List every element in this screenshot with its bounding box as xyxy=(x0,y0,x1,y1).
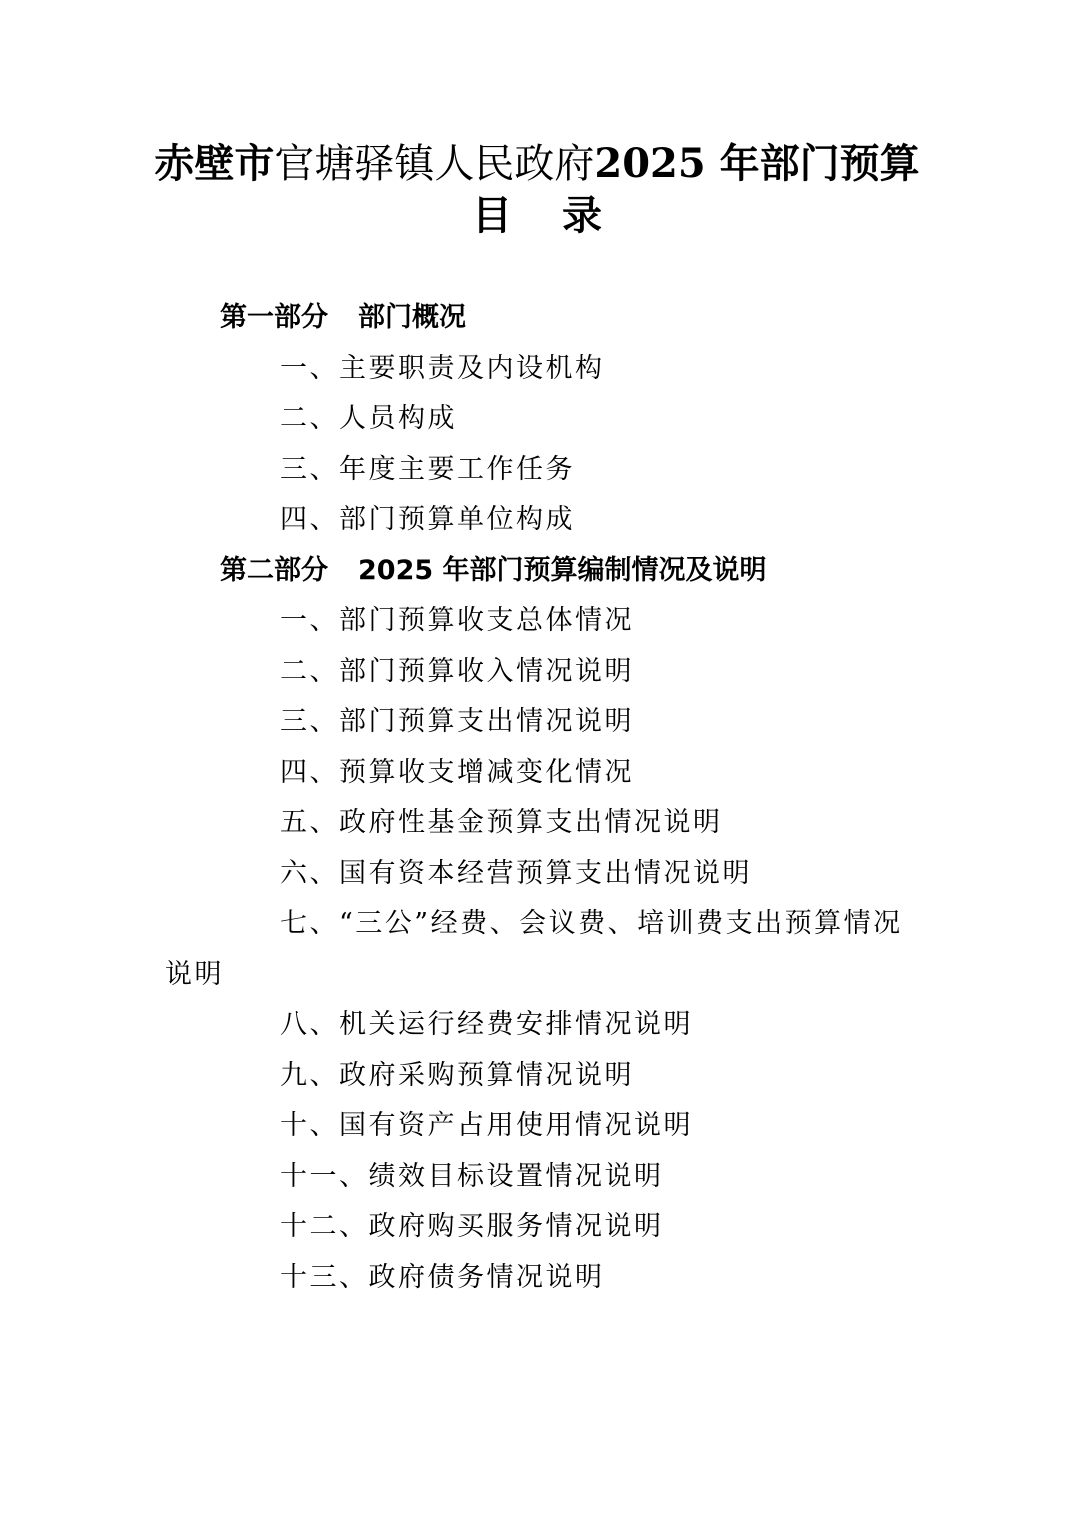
toc-item[interactable]: 十一、绩效目标设置情况说明 xyxy=(280,1161,664,1192)
title-part-3: 2025 年部门预算 xyxy=(594,140,920,187)
title-part-1: 赤壁市 xyxy=(154,140,275,187)
toc-item[interactable]: 五、政府性基金预算支出情况说明 xyxy=(280,807,723,838)
toc-part-2-label: 第二部分 xyxy=(220,555,328,586)
toc-part-1-heading[interactable] xyxy=(220,295,466,334)
toc-part-1-label: 第一部分 xyxy=(220,302,328,333)
toc-item[interactable]: 一、主要职责及内设机构 xyxy=(280,353,605,384)
toc-item-continuation[interactable]: 说明 xyxy=(165,959,224,990)
toc-item[interactable]: 十、国有资产占用使用情况说明 xyxy=(280,1110,693,1141)
toc-item[interactable]: 四、预算收支增减变化情况 xyxy=(280,757,634,788)
toc-part-2-title: 2025 年部门预算编制情况及说明 xyxy=(358,555,767,586)
toc-item[interactable]: 八、机关运行经费安排情况说明 xyxy=(280,1009,693,1040)
toc-item[interactable]: 二、部门预算收入情况说明 xyxy=(280,656,634,687)
toc-item[interactable]: 九、政府采购预算情况说明 xyxy=(280,1060,634,1091)
toc-item[interactable]: 三、年度主要工作任务 xyxy=(280,454,575,485)
toc-item[interactable]: 二、人员构成 xyxy=(280,403,457,434)
toc-item[interactable]: 一、部门预算收支总体情况 xyxy=(280,605,634,636)
toc-item[interactable]: 十二、政府购买服务情况说明 xyxy=(280,1211,664,1242)
document-title xyxy=(0,132,1074,189)
toc-item[interactable]: 三、部门预算支出情况说明 xyxy=(280,706,634,737)
title-part-2: 官塘驿镇人民政府 xyxy=(274,141,595,187)
toc-part-1-title: 部门概况 xyxy=(358,302,466,333)
toc-item[interactable]: 四、部门预算单位构成 xyxy=(280,504,575,535)
toc-item[interactable]: 十三、政府债务情况说明 xyxy=(280,1262,605,1293)
toc-part-2-heading[interactable] xyxy=(220,548,767,587)
toc-item[interactable]: 六、国有资本经营预算支出情况说明 xyxy=(280,858,752,889)
toc-item[interactable]: 七、“三公”经费、会议费、培训费支出预算情况 xyxy=(280,908,903,939)
document-subtitle: 目录 xyxy=(472,192,652,239)
